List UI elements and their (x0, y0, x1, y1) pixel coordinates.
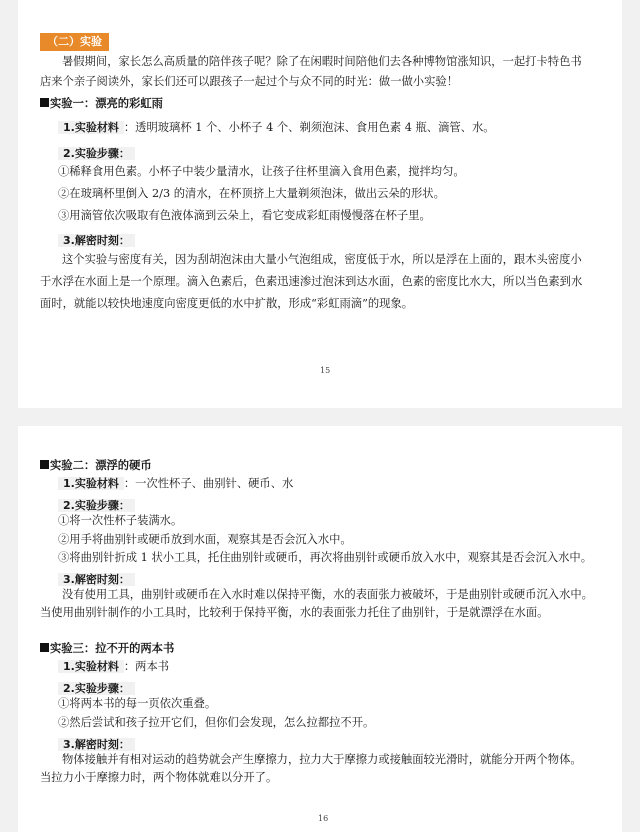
experiment-1-step-2: ②在玻璃杯里倒入 2/3 的清水，在杯顶挤上大量剃须泡沫，做出云朵的形状。 (58, 187, 445, 200)
experiment-3-materials: 1.实验材料 ：两本书 (58, 657, 169, 677)
intro-paragraph-line-1: 暑假期间，家长怎么高质量的陪伴孩子呢？除了在闲暇时间陪他们去各种博物馆涨知识，一起打卡特色书 (62, 55, 582, 68)
experiment-3-title: 实验三：拉不开的两本书 (40, 640, 174, 658)
square-bullet-icon (40, 643, 49, 652)
experiment-1-title: 实验一：漂亮的彩虹雨 (40, 95, 163, 113)
experiment-3-explain-label: 3.解密时刻： (58, 733, 135, 754)
experiment-2-materials: 1.实验材料 ：一次性杯子、曲别针、硬币、水 (58, 474, 293, 494)
experiment-2-steps-label: 2.实验步骤： (58, 494, 135, 515)
square-bullet-icon (40, 460, 49, 469)
experiment-1-explain-label: 3.解密时刻： (58, 229, 135, 250)
document-page-15 (18, 0, 622, 408)
experiment-1-explain-line-2: 于水浮在水面上是一个原理。滴入色素后，色素迅速渗过泡沫到达水面，色素的密度比水大，所以当色素到水 (40, 275, 583, 288)
materials-label: 1.实验材料 (58, 660, 124, 673)
experiment-2-step-3: ③将曲别针折成 1 状小工具，托住曲别针或硬币，再次将曲别针或硬币放入水中，观察其是否会沉入水中。 (58, 551, 593, 564)
experiment-2-explain-line-2: 当使用曲别针制作的小工具时，比较利于保持平衡，水的表面张力托住了曲别针，于是就漂浮在水面。 (40, 606, 549, 619)
experiment-3-explain-line-2: 当拉力小于摩擦力时，两个物体就难以分开了。 (40, 771, 278, 784)
document-page-16 (18, 426, 622, 832)
experiment-2-title: 实验二：漂浮的硬币 (40, 457, 152, 475)
experiment-2-step-2: ②用手将曲别针或硬币放到水面，观察其是否会沉入水中。 (58, 533, 352, 546)
page-number: 16 (318, 814, 329, 823)
experiment-1-explain-line-1: 这个实验与密度有关，因为刮胡泡沫由大量小气泡组成，密度低于水，所以是浮在上面的，跟木头密度小 (62, 253, 582, 266)
materials-label: 1.实验材料 (58, 477, 124, 490)
experiment-2-step-1: ①将一次性杯子装满水。 (58, 514, 183, 527)
experiment-2-explain-label: 3.解密时刻： (58, 568, 135, 589)
experiment-3-step-2: ②然后尝试和孩子拉开它们，但你们会发现，怎么拉都拉不开。 (58, 716, 375, 729)
page-number: 15 (320, 366, 331, 375)
experiment-1-explain-line-3: 面时，就能以较快地速度向密度更低的水中扩散，形成“彩虹雨滴”的现象。 (40, 297, 414, 310)
experiment-3-steps-label: 2.实验步骤： (58, 677, 135, 698)
experiment-1-materials: 1.实验材料 ：透明玻璃杯 1 个、小杯子 4 个、剃须泡沫、食用色素 4 瓶、滴管、水。 (58, 118, 495, 138)
intro-paragraph-line-2: 店来个亲子阅读外，家长们还可以跟孩子一起过个与众不同的时光：做一做小实验！ (40, 75, 458, 88)
experiment-3-explain-line-1: 物体接触并有相对运动的趋势就会产生摩擦力，拉力大于摩擦力或接触面较光滑时，就能分开两个物体。 (62, 753, 582, 766)
experiment-1-steps-label: 2.实验步骤： (58, 142, 135, 163)
experiment-1-step-3: ③用滴管依次吸取有色液体滴到云朵上，看它变成彩虹雨慢慢落在杯子里。 (58, 209, 431, 222)
materials-label: 1.实验材料 (58, 121, 124, 134)
experiment-1-step-1: ①稀释食用色素。小杯子中装少量清水，让孩子往杯里滴入食用色素，搅拌均匀。 (58, 165, 465, 178)
experiment-2-explain-line-1: 没有使用工具，曲别针或硬币在入水时难以保持平衡，水的表面张力被破坏，于是曲别针或硬币沉入水中。 (62, 588, 593, 601)
section-badge: （二）实验 (40, 33, 109, 51)
experiment-3-step-1: ①将两本书的每一页依次重叠。 (58, 697, 217, 710)
square-bullet-icon (40, 98, 49, 107)
